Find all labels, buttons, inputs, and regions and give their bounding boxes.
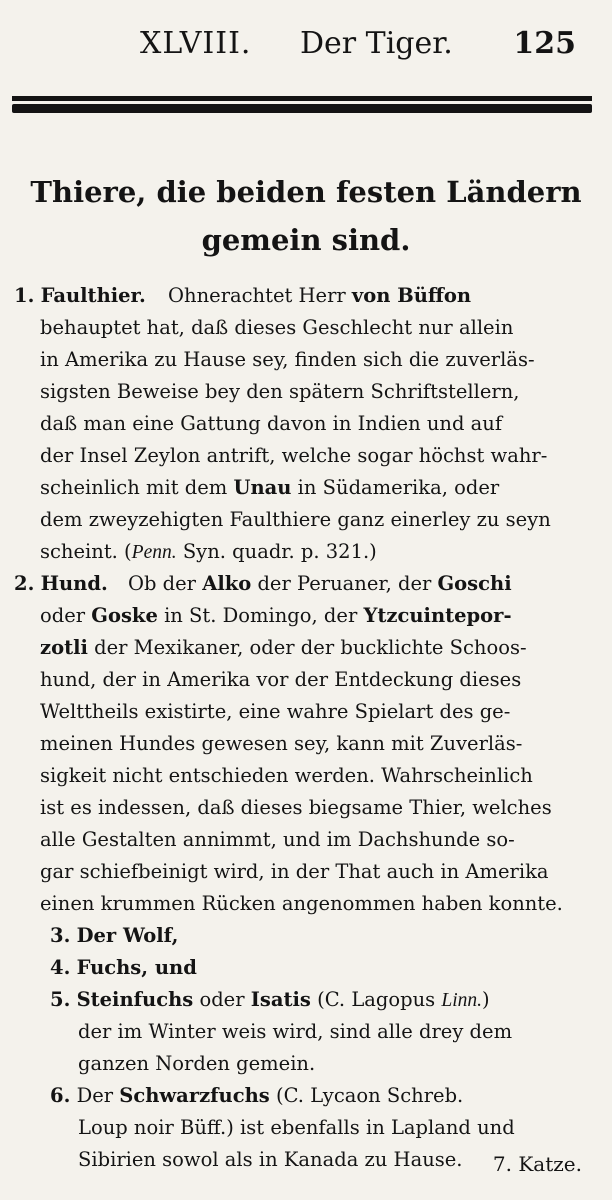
section-heading-line-2: gemein sind. (201, 223, 411, 257)
entry-2-ytzcuintepor: Ytzcuintepor- (363, 604, 512, 627)
entry-5-line-1 (50, 984, 490, 1016)
entry-6-line-2: Loup noir Büff.) ist ebenfalls in Lapland und (78, 1116, 515, 1139)
entry-1-line-7-text: scheinlich mit dem (40, 476, 228, 499)
entry-1-citation: Syn. quadr. p. 321.) (182, 540, 377, 563)
entry-1-number: 1. (14, 284, 35, 307)
entry-5-line-2: der im Winter weis wird, sind alle drey dem (78, 1020, 513, 1043)
entry-6-lycaon: (C. Lycaon Schreb. (275, 1084, 464, 1107)
entry-1-line-7-rest: in Südamerika, oder (297, 476, 500, 499)
entry-4-text: Fuchs, und (76, 956, 197, 979)
entry-2-line-5: Welttheils existirte, eine wahre Spielart des ge- (40, 700, 511, 723)
entry-1-line-6: der Insel Zeylon antrift, welche sogar höchst wahr- (40, 444, 548, 467)
header-rule-thick (12, 104, 592, 113)
entry-5-steinfuchs: Steinfuchs (76, 988, 194, 1011)
entry-5-oder: oder (199, 988, 245, 1011)
entry-2-goschi: Goschi (437, 572, 512, 595)
entry-1-line-3: in Amerika zu Hause sey, finden sich die zuverläs- (40, 348, 535, 371)
entry-2-line-2 (40, 600, 512, 632)
header-rule-thin (12, 96, 592, 101)
entry-1-unau: Unau (233, 476, 292, 499)
entry-5-number: 5. (50, 988, 71, 1011)
entry-2-line-4: hund, der in Amerika vor der Entdeckung dieses (40, 668, 522, 691)
entry-3-number: 3. (50, 924, 71, 947)
entry-1-line-1 (14, 280, 471, 312)
entry-1-line-7 (40, 472, 499, 504)
entry-1-line-2: behauptet hat, daß dieses Geschlecht nur allein (40, 316, 514, 339)
entry-4-number: 4. (50, 956, 71, 979)
entry-5-lagopus: (C. Lagopus (317, 988, 436, 1011)
entry-2-line-7: sigkeit nicht entschieden werden. Wahrscheinlich (40, 764, 533, 787)
entry-2-line-1 (14, 568, 512, 600)
entry-1-line-9 (40, 536, 377, 568)
entry-5-linn: Linn. (441, 990, 483, 1011)
entry-6-line-1 (50, 1080, 463, 1112)
entry-6-number: 6. (50, 1084, 71, 1107)
entry-1-line-4: sigsten Beweise bey den spätern Schriftstellern, (40, 380, 520, 403)
entry-2-goske: Goske (91, 604, 158, 627)
entry-2-domingo: in St. Domingo, der (164, 604, 358, 627)
entry-2-line-11: einen krummen Rücken angenommen haben konnte. (40, 892, 563, 915)
entry-5-line-3: ganzen Norden gemein. (78, 1052, 316, 1075)
entry-1-scheint: scheint. ( (40, 540, 132, 563)
entry-2-name: Hund. (40, 572, 108, 595)
entry-6-line-3: Sibirien sowol als in Kanada zu Hause. (78, 1148, 463, 1171)
entry-4-line (50, 952, 197, 984)
entry-5-paren: ) (482, 988, 490, 1011)
entry-1-citation-author: Penn. (131, 542, 177, 563)
entry-5-isatis: Isatis (250, 988, 311, 1011)
chapter-number: XLVIII. (140, 26, 252, 61)
entry-6-schwarzfuchs: Schwarzfuchs (119, 1084, 270, 1107)
entry-2-alko: Alko (202, 572, 252, 595)
entry-2-line-8: ist es indessen, daß dieses biegsame Thier, welches (40, 796, 552, 819)
entry-1-line-8: dem zweyzehigten Faulthiere ganz einerley zu seyn (40, 508, 551, 531)
entry-2-ob-der: Ob der (127, 572, 196, 595)
entry-1-line-5: daß man eine Gattung davon in Indien und auf (40, 412, 503, 435)
entry-1-text: Ohnerachtet Herr (168, 284, 346, 307)
entry-3-line (50, 920, 178, 952)
entry-3-text: Der Wolf, (76, 924, 179, 947)
entry-1-name: Faulthier. (40, 284, 146, 307)
entry-1-author: von Büffon (351, 284, 472, 307)
catchword: 7. Katze. (492, 1152, 582, 1176)
entry-2-mexikaner: der Mexikaner, oder der bucklichte Schoos- (94, 636, 527, 659)
entry-2-line-3 (40, 632, 527, 664)
entry-2-line-9: alle Gestalten annimmt, und im Dachshunde so- (40, 828, 515, 851)
entry-2-line-10: gar schiefbeinigt wird, in der That auch in Amerika (40, 860, 549, 883)
page-number: 125 (513, 26, 576, 61)
section-heading (0, 168, 612, 264)
running-head (0, 26, 612, 66)
section-heading-line-1: Thiere, die beiden festen Ländern (30, 175, 582, 209)
entry-2-peruaner: der Peruaner, der (257, 572, 432, 595)
entry-2-zotli: zotli (40, 636, 88, 659)
entry-2-number: 2. (14, 572, 35, 595)
entry-2-oder: oder (40, 604, 86, 627)
entry-2-line-6: meinen Hundes gewesen sey, kann mit Zuverläs- (40, 732, 523, 755)
chapter-title: Der Tiger. (300, 26, 453, 61)
entry-6-der: Der (76, 1084, 114, 1107)
